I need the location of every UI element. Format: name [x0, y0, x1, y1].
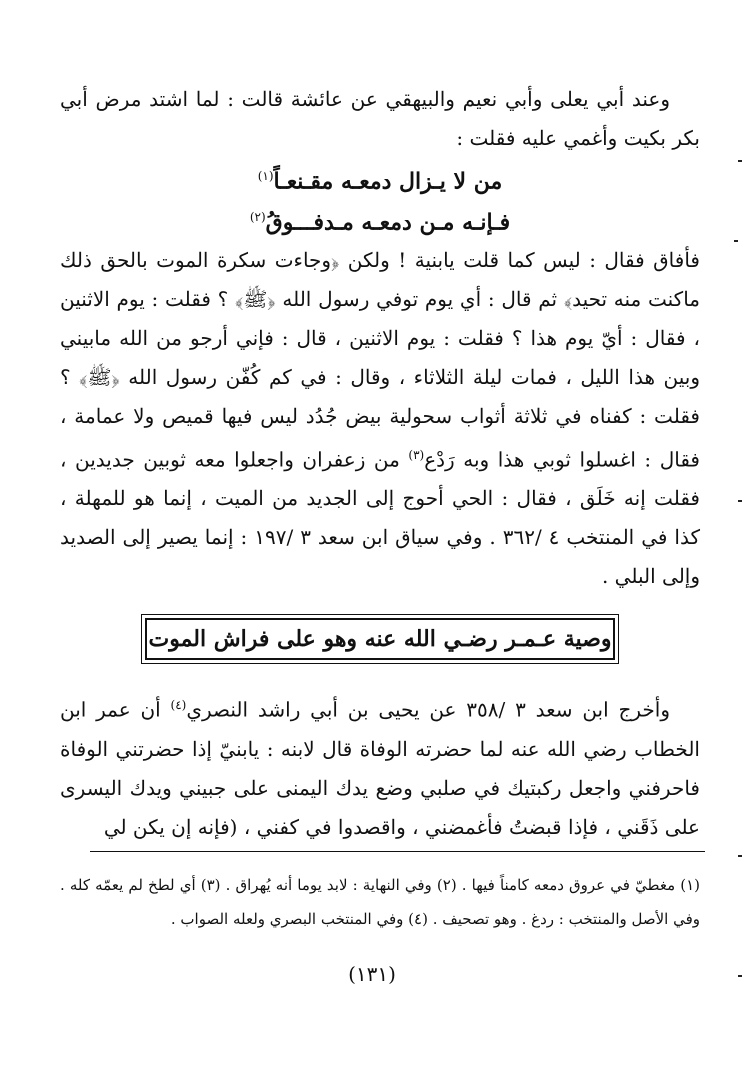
footnotes: (١) مغطيّ في عروق دمعه كامناً فيها . (٢) وفي النهاية : لابد يوما أنه يُهراق . (٣) أي لطخ لم يعمّه كله . وفي الأصل والمنتخب : ردغ . وهو تصحيف . (٤) وفي المنتخب البصري ولعله الصواب .	[60, 876, 700, 928]
footnote-ref-3: (٣)	[408, 447, 425, 462]
footnote-ref-1: (١)	[257, 169, 274, 183]
margin-mark	[738, 855, 742, 857]
main-paragraph	[60, 241, 700, 597]
margin-mark	[738, 160, 742, 162]
verse-line-1	[60, 158, 700, 199]
main-paragraph-text-b: من زعفران واجعلوا معه ثوبين جديدين ، فقلت إنه خَلَق ، فقال : الحي أحوج إلى الجديد من الميت ، إنما هو للمهلة ، كذا في المنتخب ٤ /٣٦٢ . وفي سياق ابن سعد ٣ /١٩٧ : إنما يصير إلى الصديد وإلى البلي .	[60, 447, 700, 589]
section-heading-box	[141, 614, 619, 664]
footnote-ref-2: (٢)	[249, 210, 266, 225]
verse-line-1-text: من لا يـزال دمعـه مقـنعـاً	[273, 168, 503, 195]
verse-line-2	[60, 199, 700, 240]
second-paragraph-text-a: وأخرج ابن سعد ٣ /٣٥٨ عن يحيى بن أبي راشد النصري	[186, 697, 670, 722]
margin-mark	[738, 500, 742, 502]
margin-mark	[734, 240, 738, 242]
page-number: (١٣١)	[348, 962, 396, 986]
page-body	[60, 80, 700, 847]
verse-line-2-text: فـإنـه مـن دمعـه مـدفـــوقُ	[265, 209, 511, 236]
intro-paragraph: وعند أبي يعلى وأبي نعيم والبيهقي عن عائشة قالت : لما اشتد مرض أبي بكر بكيت وأغمي عليه فقلت :	[60, 87, 700, 150]
margin-mark	[738, 975, 742, 977]
footnote-divider	[90, 851, 705, 852]
second-paragraph	[60, 686, 700, 847]
main-paragraph-text-a: فأفاق فقال : ليس كما قلت يابنية ! ولكن ﴿وجاءت سكرة الموت بالحق ذلك ماكنت منه تحيد﴾ ثم قال : أي يوم توفي رسول الله ﴿ﷺ﴾ ؟ فقلت : يوم الاثنين ، فقال : أيّ يوم هذا ؟ فقلت : يوم الاثنين ، قال : فإني أرجو من الله مابيني وبين هذا الليل ، فمات ليلة الثلاثاء ، وقال : في كم كُفّن رسول الله ﴿ﷺ﴾ ؟ فقلت : كفناه في ثلاثة أثواب سحولية بيض جُدُد ليس فيها قميص ولا عمامة ، فقال : اغسلوا ثوبي هذا وبه رَدْع	[60, 247, 700, 472]
section-heading: وصية عـمـر رضـي الله عنه وهو على فراش الموت	[145, 618, 615, 660]
footnote-ref-4: (٤)	[170, 698, 187, 713]
second-paragraph-text-b: أن عمر ابن الخطاب رضي الله عنه لما حضرته الوفاة قال لابنه : يابنيّ إذا حضرتني الوفاة فاحرفني واجعل ركبتيك في صلبي وضع يدك اليمنى على جبيني ويدك اليسرى على ذَقَني ، فإذا قبضتُ فأغمضني ، واقصدوا في كفني ، (فإنه إن يكن لي	[60, 697, 700, 839]
